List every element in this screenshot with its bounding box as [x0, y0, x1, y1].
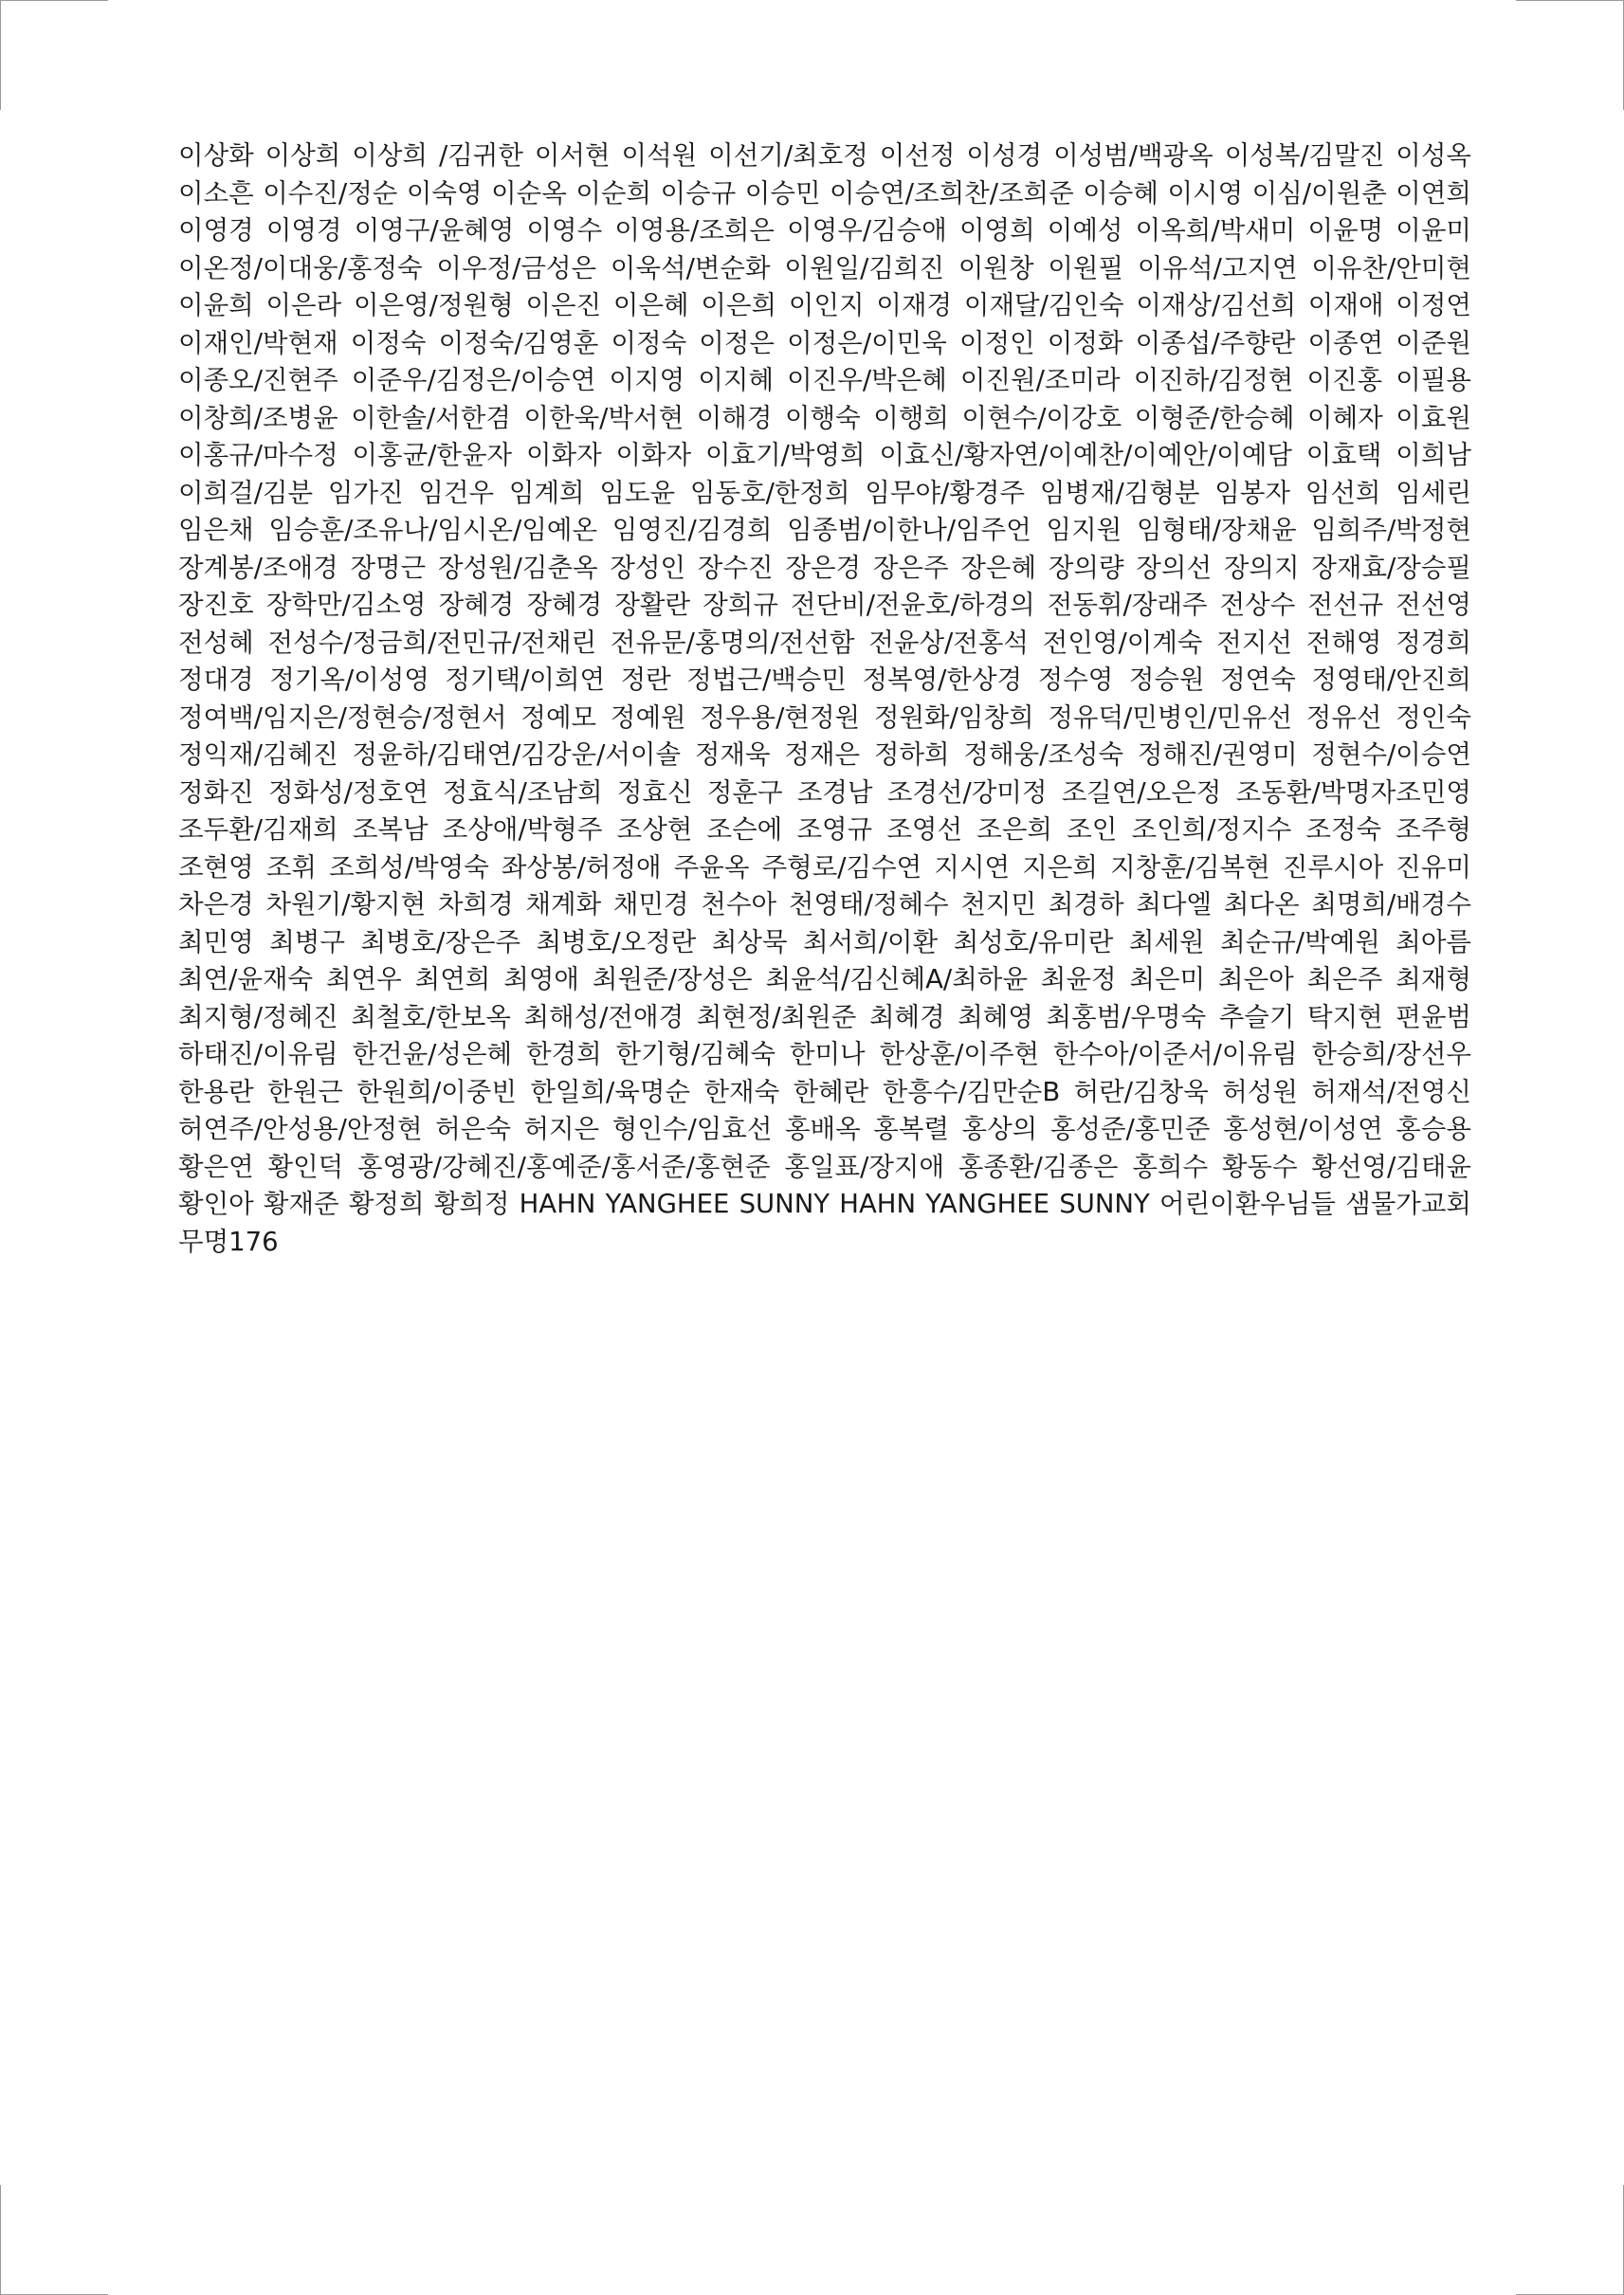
name-line: 이온정/이대웅/홍정숙 이우정/금성은 이욱석/변순화 이원일/김희진 이원창 이원필 이유석/고지연 이유찬/안미현 — [178, 252, 1471, 283]
name-line: 황인아 황재준 황정희 황희정 HAHN YANGHEE SUNNY HAHN YANGHEE SUNNY 어린이환우님들 샘물가교회 — [178, 1189, 1471, 1219]
crop-mark — [0, 0, 1, 110]
name-line: 차은경 차원기/황지현 차희경 채계화 채민경 천수아 천영태/정혜수 천지민 최경하 최다엘 최다온 최명희/배경수 — [178, 889, 1471, 920]
name-line: 이영경 이영경 이영구/윤혜영 이영수 이영용/조희은 이영우/김승애 이영희 이예성 이옥희/박새미 이윤명 이윤미 — [178, 215, 1471, 246]
name-line: 이창희/조병윤 이한솔/서한겸 이한욱/박서현 이해경 이행숙 이행희 이현수/이강호 이형준/한승혜 이혜자 이효원 — [178, 402, 1471, 433]
name-line: 조두환/김재희 조복남 조상애/박형주 조상현 조슨에 조영규 조영선 조은희 조인 조인희/정지수 조정숙 조주형 — [178, 814, 1471, 845]
crop-mark — [0, 0, 108, 1]
name-line: 정화진 정화성/정호연 정효식/조남희 정효신 정훈구 조경남 조경선/강미정 조길연/오은정 조동환/박명자조민영 — [178, 776, 1471, 808]
donor-name-list — [178, 137, 1471, 1261]
name-line: 장계봉/조애경 장명근 장성원/김춘옥 장성인 장수진 장은경 장은주 장은혜 장의량 장의선 장의지 장재효/장승필 — [178, 552, 1471, 583]
crop-mark — [0, 2185, 1, 2295]
name-line: 이소흔 이수진/정순 이숙영 이순옥 이순희 이승규 이승민 이승연/조희찬/조희준 이승혜 이시영 이심/이원춘 이연희 — [178, 177, 1471, 209]
name-line: 한용란 한원근 한원희/이중빈 한일희/육명순 한재숙 한혜란 한흥수/김만순B 허란/김창욱 허성원 허재석/전영신 — [178, 1076, 1471, 1107]
crop-mark — [1516, 0, 1624, 1]
name-line: 정여백/임지은/정현승/정현서 정예모 정예원 정우용/현정원 정원화/임창희 정유덕/민병인/민유선 정유선 정인숙 — [178, 701, 1471, 733]
name-line: 이윤희 이은라 이은영/정원형 이은진 이은혜 이은희 이인지 이재경 이재달/김인숙 이재상/김선희 이재애 이정연 — [178, 290, 1471, 320]
name-line: 최지형/정혜진 최철호/한보옥 최해성/전애경 최현정/최원준 최혜경 최혜영 최홍범/우명숙 추슬기 탁지현 편윤범 — [178, 1001, 1471, 1032]
name-line: 하태진/이유림 한건윤/성은혜 한경희 한기형/김혜숙 한미나 한상훈/이주현 한수아/이준서/이유림 한승희/장선우 — [178, 1039, 1471, 1069]
name-line: 황은연 황인덕 홍영광/강혜진/홍예준/홍서준/홍현준 홍일표/장지애 홍종환/김종은 홍희수 황동수 황선영/김태윤 — [178, 1151, 1471, 1182]
name-line: 허연주/안성용/안정현 허은숙 허지은 형인수/임효선 홍배옥 홍복렬 홍상의 홍성준/홍민준 홍성현/이성연 홍승용 — [178, 1114, 1471, 1144]
name-line: 조현영 조휘 조희성/박영숙 좌상봉/허정애 주윤옥 주형로/김수연 지시연 지은희 지창훈/김복현 진루시아 진유미 — [178, 851, 1471, 883]
name-line: 이재인/박현재 이정숙 이정숙/김영훈 이정숙 이정은 이정은/이민욱 이정인 이정화 이종섭/주향란 이종연 이준원 — [178, 327, 1471, 358]
name-line: 이상화 이상희 이상희 /김귀한 이서현 이석원 이선기/최호정 이선정 이성경 이성범/백광옥 이성복/김말진 이성옥 — [178, 140, 1471, 171]
name-line: 임은채 임승훈/조유나/임시온/임예온 임영진/김경희 임종범/이한나/임주언 임지원 임형태/장채윤 임희주/박정현 — [178, 515, 1471, 545]
name-line: 이종오/진현주 이준우/김정은/이승연 이지영 이지혜 이진우/박은혜 이진원/조미라 이진하/김정현 이진홍 이필용 — [178, 365, 1471, 395]
name-line: 전성혜 전성수/정금희/전민규/전채린 전유문/홍명의/전선함 전윤상/전홍석 전인영/이계숙 전지선 전해영 정경희 — [178, 627, 1471, 658]
name-line: 이희걸/김분 임가진 임건우 임계희 임도윤 임동호/한정희 임무야/황경주 임병재/김형분 임봉자 임선희 임세린 — [178, 477, 1471, 508]
name-line: 정대경 정기옥/이성영 정기택/이희연 정란 정법근/백승민 정복영/한상경 정수영 정승원 정연숙 정영태/안진희 — [178, 665, 1471, 695]
name-line: 이홍규/마수정 이홍균/한윤자 이화자 이화자 이효기/박영희 이효신/황자연/이예찬/이예안/이예담 이효택 이희남 — [178, 440, 1471, 470]
name-line: 장진호 장학만/김소영 장혜경 장혜경 장활란 장희규 전단비/전윤호/하경의 전동휘/장래주 전상수 전선규 전선영 — [178, 590, 1471, 620]
name-line: 정익재/김혜진 정윤하/김태연/김강운/서이솔 정재욱 정재은 정하희 정해웅/조성숙 정해진/권영미 정현수/이승연 — [178, 739, 1471, 770]
name-line: 무명176 — [178, 1226, 279, 1257]
name-line: 최연/윤재숙 최연우 최연희 최영애 최원준/장성은 최윤석/김신혜A/최하윤 최윤정 최은미 최은아 최은주 최재형 — [178, 964, 1471, 994]
name-line: 최민영 최병구 최병호/장은주 최병호/오정란 최상묵 최서희/이환 최성호/유미란 최세원 최순규/박예원 최아름 — [178, 926, 1471, 957]
